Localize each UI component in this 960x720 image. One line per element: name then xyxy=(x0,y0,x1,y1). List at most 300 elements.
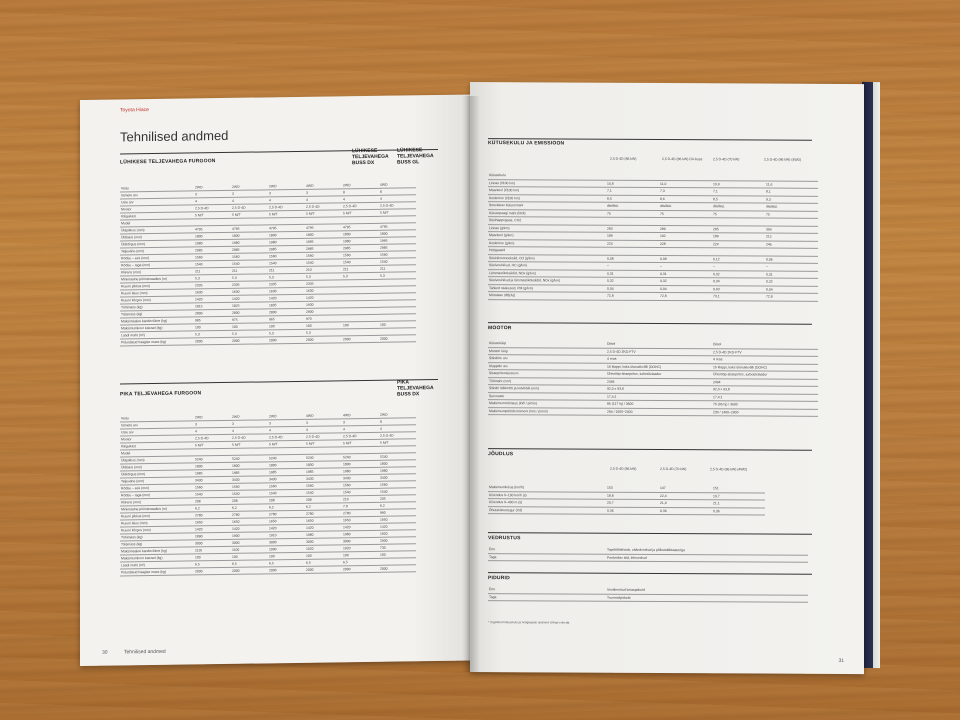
table-cell: 1540 xyxy=(231,260,268,268)
row-label: Pidurdatud haagise mass (kg) xyxy=(120,568,194,576)
table-cell: 0,34 xyxy=(712,278,765,286)
table-cell: 730 xyxy=(379,544,416,552)
table-cell: 2WD xyxy=(268,413,305,420)
row-label: Rööbe – taga (mm) xyxy=(120,491,194,499)
table-cell: 1980 xyxy=(342,467,379,475)
row-label: Kütusekulu xyxy=(488,172,606,180)
table-cell: 212 xyxy=(765,233,818,241)
row-label: Maksimumvõimsus (kW / p/min) xyxy=(488,400,606,408)
table-cell: 4 xyxy=(231,197,268,205)
table-cell: 1800 xyxy=(379,230,416,238)
table-cell: 1540 xyxy=(194,260,231,268)
table-cell: Diisel xyxy=(712,341,818,349)
table-cell: 3430 xyxy=(194,476,231,484)
table-cell: 1800 xyxy=(342,230,379,238)
table-cell: 75 xyxy=(659,210,712,218)
section-rule xyxy=(488,448,812,451)
row-label: Linnas (g/km) xyxy=(488,224,606,232)
row-label: Ruumi laius (mm) xyxy=(120,289,194,297)
row-label: Õhutakistustegur (Cd) xyxy=(488,506,606,514)
table-cell: 8,1 xyxy=(765,188,818,196)
table-cell: 5,3 xyxy=(305,329,342,337)
row-label: Täismass (kg) xyxy=(120,310,194,318)
table-cell: 2800 xyxy=(194,309,231,317)
table-cell: 208 xyxy=(231,497,268,505)
table-cell: diisliküt. xyxy=(606,202,659,210)
table-cell: 2000 xyxy=(305,336,342,344)
table-cell: 1560 xyxy=(268,482,305,490)
table-cell: 0,04 xyxy=(659,285,712,293)
table-cell: 3430 xyxy=(342,474,379,482)
table-cell: 2985 xyxy=(305,245,342,253)
table-cell: 2,5 D-4D xyxy=(194,204,231,212)
table-cell: 2,5 D-4D xyxy=(194,434,231,442)
brakes-table xyxy=(488,586,808,603)
table-cell: 5 M/T xyxy=(379,439,416,447)
table-cell: 8 xyxy=(379,418,416,426)
table-cell: 5 M/T xyxy=(305,440,342,448)
row-label: Silindrite arv xyxy=(488,355,606,363)
table-cell: 1995 xyxy=(379,237,416,245)
table-cell: 2985 xyxy=(342,244,379,252)
row-label: Käigukast xyxy=(120,442,194,450)
table-cell: 1560 xyxy=(379,251,416,259)
section-rule xyxy=(488,532,812,535)
book-gutter-shadow xyxy=(462,96,480,672)
page-title: Tehnilised andmed xyxy=(120,127,229,145)
row-label: Tühimass (kg) xyxy=(120,303,194,311)
row-label: Uste arv xyxy=(120,428,194,436)
table-cell: 285 xyxy=(712,225,765,233)
table-cell: 3000 xyxy=(268,538,305,546)
table-cell: 230 / 1400–2900 xyxy=(712,408,818,416)
row-label: Üldlaius (mm) xyxy=(120,233,194,241)
row-label: Minimaalne pöörderaadius (m) xyxy=(120,275,194,283)
row-label: Sissepritsesüsteem xyxy=(488,370,606,378)
column-heading-bus-dx: LÜHIKESE TELJEVAHEGA BUSS DX xyxy=(352,147,389,167)
table-cell: 1630 xyxy=(305,287,342,295)
table-cell: 2985 xyxy=(194,246,231,254)
table-cell: 1980 xyxy=(231,239,268,247)
table-cell: 5,3 xyxy=(194,330,231,338)
table-cell: 2,5 D-4D 2KD-FTV xyxy=(712,348,818,356)
row-label: Maksimumpöördemoment (Nm / p/min) xyxy=(488,407,606,415)
row-label: Maanteel (g/km) xyxy=(488,232,606,240)
table-cell: 153 xyxy=(606,485,659,492)
table-cell: 5 M/T xyxy=(305,210,342,218)
row-label: Rööbe – ees (mm) xyxy=(120,484,194,492)
table-cell: 8,5 xyxy=(606,195,659,203)
table-cell: 5240 xyxy=(194,455,231,463)
table-cell: 75 xyxy=(606,210,659,218)
table-cell: 4 xyxy=(342,425,379,433)
perf-col-3: 2,5 D-4D (86 kW) (4WD) xyxy=(710,467,748,472)
row-label: Laadi maht (m³) xyxy=(120,561,194,569)
table-cell: 18,8 xyxy=(606,492,659,500)
table-cell: 3000 xyxy=(231,539,268,547)
table-cell: 189 xyxy=(606,232,659,240)
perf-col-1: 2,5 D-4D (86 kW) xyxy=(610,466,637,471)
table-cell: 2000 xyxy=(231,567,268,575)
table-cell: 1980 xyxy=(268,238,305,246)
table-cell: 2,5 D-4D xyxy=(342,202,379,210)
table-row xyxy=(488,593,808,602)
table-cell: 0,36 xyxy=(606,507,659,515)
table-cell: 4WD xyxy=(342,412,379,419)
table-cell: 2335 xyxy=(268,280,305,288)
table-cell: 7,1 xyxy=(712,188,765,196)
row-label: Maksimumkoor katusel (kg) xyxy=(120,554,194,562)
table-cell: 17,4:1 xyxy=(606,393,712,401)
table-cell: 0,08 xyxy=(606,255,659,263)
table-cell: 2,5 D-4D xyxy=(268,433,305,441)
table-cell: 4 xyxy=(305,426,342,434)
section-heading-brakes: PIDURID xyxy=(488,575,510,582)
table-cell: 7,3 xyxy=(659,187,712,195)
table-cell: 210 xyxy=(342,495,379,503)
table-cell: 1630 xyxy=(231,288,268,296)
table-cell: 2000 xyxy=(268,336,305,344)
table-cell: 1800 xyxy=(194,232,231,240)
fuel-col-3: 2,5 D-4D (70 kW) xyxy=(713,157,740,162)
table-cell: 211 xyxy=(379,265,416,273)
table-cell: Ühisrööp-sissepritse, turboülelaadur xyxy=(712,371,818,379)
table-cell: 1540 xyxy=(342,258,379,266)
table-cell: 0,31 xyxy=(765,271,818,279)
table-cell: 2WD xyxy=(194,414,231,421)
back-cover-edge xyxy=(862,82,880,668)
table-cell: 2000 xyxy=(231,337,268,345)
table-cell: 1800 xyxy=(342,460,379,468)
row-label: Müratase (dB(A)) xyxy=(488,292,606,300)
table-cell: 1420 xyxy=(268,524,305,532)
section-rule xyxy=(488,322,812,325)
table-cell: Ventileeritud ketaspidurid xyxy=(606,587,808,595)
table-cell: 205 xyxy=(379,495,416,503)
table-cell: 990 xyxy=(379,509,416,517)
table-cell: 100 xyxy=(379,321,416,329)
table-cell: 1995 xyxy=(305,238,342,246)
table-cell: 1540 xyxy=(379,258,416,266)
table-cell: 6,2 xyxy=(231,504,268,512)
table-cell: 1910 xyxy=(268,531,305,539)
section-heading-short-van: LÜHIKESE TELJEVAHEGA FURGOON xyxy=(120,158,216,166)
table-cell: 1920 xyxy=(379,530,416,538)
table-cell: 4 reas xyxy=(712,356,818,364)
table-cell: 2335 xyxy=(194,281,231,289)
table-cell: 100 xyxy=(194,553,231,561)
table-cell: 100 xyxy=(268,552,305,560)
table-cell: 2,5 D-4D 2KD-FTV xyxy=(606,348,712,356)
table-cell: 8 xyxy=(379,188,416,196)
table-cell: 2,5 D-4D xyxy=(379,432,416,440)
row-label: Maksimaalne kandevõime (kg) xyxy=(120,317,194,325)
table-cell: 289 xyxy=(659,225,712,233)
table-cell: 211 xyxy=(268,266,305,274)
table-cell: 208 xyxy=(268,496,305,504)
table-cell: 1540 xyxy=(194,490,231,498)
table-cell: 3430 xyxy=(379,474,416,482)
table-cell: 8 xyxy=(342,188,379,196)
fuel-col-1: 2,5 D-4D (86 kW) xyxy=(610,156,637,161)
table-cell: 1560 xyxy=(194,253,231,261)
table-cell: 0,32 xyxy=(606,277,659,285)
table-cell: 5 M/T xyxy=(231,211,268,219)
table-cell: 1420 xyxy=(379,523,416,531)
table-cell: 6,2 xyxy=(194,504,231,512)
row-label: Rööbe – taga (mm) xyxy=(120,261,194,269)
table-cell: 22,4 xyxy=(659,492,712,500)
row-label: Taga xyxy=(488,553,606,561)
table-cell: 147 xyxy=(659,485,712,492)
table-cell: 7,0 xyxy=(342,502,379,510)
table-cell: 2494 xyxy=(712,378,818,386)
table-cell: 92,0 x 93,8 xyxy=(712,386,818,394)
table-cell: 1650 xyxy=(231,518,268,526)
row-label: Ruumi pikkus (mm) xyxy=(120,512,194,520)
row-label: Mudel xyxy=(120,449,194,457)
row-label: Mootor xyxy=(120,435,194,443)
table-cell: 1980 xyxy=(342,237,379,245)
row-label: Kütusepaagi maht (liitrit) xyxy=(488,209,606,217)
table-cell: 8,5 xyxy=(712,195,765,203)
table-cell: 1980 xyxy=(194,239,231,247)
table-cell: 1650 xyxy=(342,516,379,524)
table-cell: 6,5 xyxy=(342,558,379,566)
row-label: Ruumi pikkus (mm) xyxy=(120,282,194,290)
table-cell: 1985 xyxy=(305,468,342,476)
table-cell: 5,3 xyxy=(231,330,268,338)
table-cell: 21,9 xyxy=(659,499,712,507)
row-label: Lämmastikoksiidid, NOx (g/km) xyxy=(488,269,606,277)
table-cell: 2000 xyxy=(194,337,231,345)
table-cell: 2000 xyxy=(379,335,416,343)
table-cell: 5240 xyxy=(231,455,268,463)
row-label: Taga xyxy=(488,593,606,601)
table-cell: 2,5 D-4D xyxy=(231,204,268,212)
column-heading-long-bus-dx: PIKA TELJEVAHEGA BUSS DX xyxy=(397,379,434,398)
row-label: Maksimaalne kandevõime (kg) xyxy=(120,547,194,555)
table-cell: 1020 xyxy=(342,544,379,552)
table-cell: 2780 xyxy=(342,509,379,517)
section-rule xyxy=(488,572,812,575)
row-label: Uste arv xyxy=(120,198,194,206)
table-cell: 294 / 1600–2400 xyxy=(606,408,712,416)
table-cell: 2000 xyxy=(268,566,305,574)
fuel-col-2: 2,5 D-4D (86 kW) DX-buss xyxy=(662,157,703,162)
row-label: Soovitatav kütusemark xyxy=(488,202,606,210)
row-label: Üldpikkus (mm) xyxy=(120,456,194,464)
row-label: Linnas (l/100 km) xyxy=(488,179,606,187)
table-cell: 975 xyxy=(231,316,268,324)
table-cell: 2000 xyxy=(342,335,379,343)
table-cell: 4795 xyxy=(342,223,379,231)
table-cell: 1980 xyxy=(379,467,416,475)
table-cell: 4 xyxy=(379,195,416,203)
section-heading-performance: JÕUDLUS xyxy=(488,451,514,458)
table-cell: 1800 xyxy=(268,231,305,239)
table-cell: 100 xyxy=(379,551,416,559)
table-cell: 0,04 xyxy=(765,286,818,294)
table-cell: 3000 xyxy=(342,537,379,545)
table-cell: 1650 xyxy=(194,518,231,526)
table-cell: 10,8 xyxy=(606,180,659,188)
table-row xyxy=(488,407,818,416)
table-cell: 1560 xyxy=(305,482,342,490)
table-cell: 1650 xyxy=(379,516,416,524)
table-cell: 17,4:1 xyxy=(712,393,818,401)
table-cell: 3430 xyxy=(231,476,268,484)
table-cell: 3 xyxy=(231,190,268,198)
table-cell: 224 xyxy=(606,240,659,248)
table-cell: 72,8 xyxy=(659,292,712,300)
row-label: Ees xyxy=(488,586,606,594)
table-cell: 2WD xyxy=(268,183,305,190)
table-cell: 1560 xyxy=(268,252,305,260)
table-cell: 3000 xyxy=(194,539,231,547)
row-label: Mootor xyxy=(120,205,194,213)
table-cell: 2985 xyxy=(268,245,305,253)
table-cell: 0,03 xyxy=(712,285,765,293)
fuel-emission-table xyxy=(488,172,818,301)
row-label: Süsinikmonooksiid, CO (g/km) xyxy=(488,254,606,262)
table-cell: 1560 xyxy=(305,252,342,260)
table-cell: 0,36 xyxy=(712,507,765,515)
table-cell: 8,6 xyxy=(659,195,712,203)
table-cell: 16 klappi, kaks ülanukkvõlli (DOHC) xyxy=(606,363,712,371)
table-cell: 4WD xyxy=(305,182,342,189)
table-cell: 100 xyxy=(194,323,231,331)
table-cell: 208 xyxy=(194,497,231,505)
table-cell: 5 M/T xyxy=(379,209,416,217)
table-cell: 73,1 xyxy=(712,293,765,301)
row-label: Maanteel (l/100 km) xyxy=(488,187,606,195)
row-label: Vedu xyxy=(120,184,194,192)
section-heading-engine: MOOTOR xyxy=(488,325,512,332)
table-cell: – xyxy=(765,263,818,271)
page-number: 31 xyxy=(838,657,844,664)
table-cell: 283 xyxy=(606,225,659,233)
table-cell: 6,2 xyxy=(305,503,342,511)
table-cell: 100 xyxy=(231,323,268,331)
table-cell: 4 xyxy=(268,426,305,434)
table-cell: 1630 xyxy=(268,287,305,295)
table-cell: 100 xyxy=(342,321,379,329)
table-cell: 1800 xyxy=(268,461,305,469)
table-cell: 1540 xyxy=(268,259,305,267)
section-rule xyxy=(120,379,438,384)
table-cell: 1560 xyxy=(379,481,416,489)
table-cell: 2780 xyxy=(305,510,342,518)
table-cell: 1560 xyxy=(342,481,379,489)
table-cell: 211 xyxy=(231,267,268,275)
table-cell: 2WD xyxy=(379,411,416,418)
table-cell: 3430 xyxy=(305,475,342,483)
table-cell: 1800 xyxy=(379,460,416,468)
table-cell: 10,9 xyxy=(712,180,765,188)
row-label: Mudel xyxy=(120,219,194,227)
table-cell: 6,2 xyxy=(379,502,416,510)
table-cell: 5,3 xyxy=(268,329,305,337)
table-cell: 7,1 xyxy=(606,187,659,195)
table-cell: 2494 xyxy=(606,378,712,386)
table-cell: 1540 xyxy=(231,490,268,498)
table-cell: 100 xyxy=(305,322,342,330)
row-label: Istmete arv xyxy=(120,191,194,199)
row-label: Töömaht (cm³) xyxy=(488,377,606,385)
table-cell: 2WD xyxy=(231,183,268,190)
row-label: Rööbe – ees (mm) xyxy=(120,254,194,262)
table-cell: 2,5 D-4D xyxy=(379,202,416,210)
table-cell: 5,3 xyxy=(342,272,379,280)
table-cell: 2WD xyxy=(194,184,231,191)
table-cell: diisliküt. xyxy=(765,203,818,211)
table-cell: 5,3 xyxy=(379,272,416,280)
table-cell: 1800 xyxy=(305,231,342,239)
table-cell: 1420 xyxy=(305,524,342,532)
table-cell: 3 xyxy=(305,419,342,427)
table-cell: 246 xyxy=(765,241,818,249)
table-cell: 1540 xyxy=(305,259,342,267)
table-cell: 3 xyxy=(231,420,268,428)
table-cell: 0,32 xyxy=(659,277,712,285)
table-cell: 2985 xyxy=(231,246,268,254)
row-label: Kiirendus 0–400 m (s) xyxy=(488,499,606,507)
page-number: 30 xyxy=(102,649,108,656)
table-cell: 1835 xyxy=(268,301,305,309)
performance-table xyxy=(488,484,765,515)
table-cell: 1540 xyxy=(379,488,416,496)
table-cell: 228 xyxy=(659,240,712,248)
table-cell: 4 xyxy=(194,197,231,205)
table-cell: 1420 xyxy=(231,525,268,533)
table-cell: 210 xyxy=(305,266,342,274)
table-cell: 1985 xyxy=(231,469,268,477)
table-cell: 1110 xyxy=(194,546,231,554)
table-cell: 72,8 xyxy=(606,292,659,300)
table-cell: 100 xyxy=(268,322,305,330)
table-cell: 4 xyxy=(231,427,268,435)
row-label: Kiirendus 0–100 km/h (s) xyxy=(488,491,606,499)
table-cell: 5,3 xyxy=(231,274,268,282)
table-cell: 92,0 x 93,8 xyxy=(606,385,712,393)
table-cell: 4795 xyxy=(268,224,305,232)
table-cell: 6,5 xyxy=(305,559,342,567)
table-cell: 2,5 D-4D xyxy=(231,434,268,442)
table-cell: 1560 xyxy=(231,253,268,261)
table-cell: 86 (117 hj) / 3600 xyxy=(606,400,712,408)
table-cell: 1930 xyxy=(305,301,342,309)
row-label: Süsivesinikud ja lämmastikoksiidid, NOx (g/km) xyxy=(488,277,606,285)
table-cell: 4 xyxy=(305,196,342,204)
table-cell: 20,7 xyxy=(606,499,659,507)
row-label: Ruumi kõrgus (mm) xyxy=(120,526,194,534)
row-label: Kliirens (mm) xyxy=(120,268,194,276)
table-cell: 1650 xyxy=(268,517,305,525)
table-cell: 1100 xyxy=(231,546,268,554)
table-cell: Diisel xyxy=(606,341,712,349)
table-cell: 0,36 xyxy=(659,507,712,515)
table-cell: 5 M/T xyxy=(268,440,305,448)
table-cell: 5 M/T xyxy=(194,211,231,219)
table-cell: 3 xyxy=(342,418,379,426)
table-cell: diisliküt. xyxy=(712,203,765,211)
row-label: Istmete arv xyxy=(120,421,194,429)
table-cell: 5,3 xyxy=(305,273,342,281)
table-cell: 2780 xyxy=(268,510,305,518)
table-cell: 2000 xyxy=(194,567,231,575)
table-cell: 970 xyxy=(305,315,342,323)
